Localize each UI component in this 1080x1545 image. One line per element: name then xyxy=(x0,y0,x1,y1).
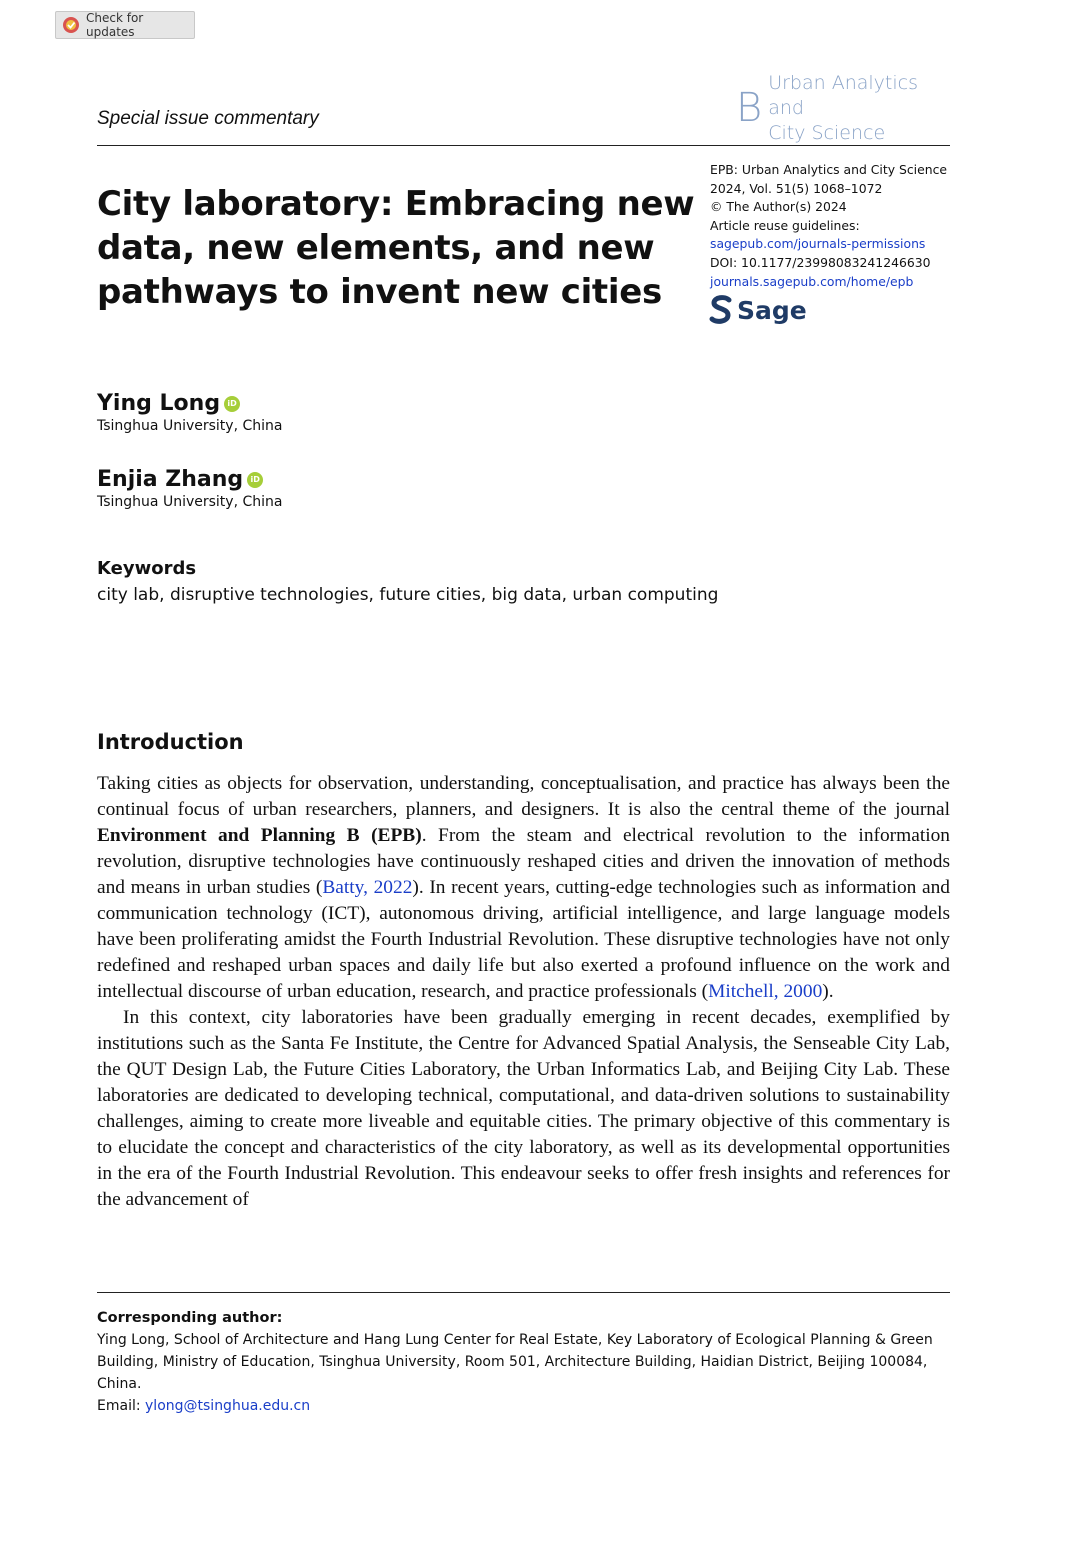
crossmark-icon xyxy=(62,16,80,34)
journal-link[interactable]: journals.sagepub.com/home/epb xyxy=(710,273,914,289)
doi: DOI: 10.1177/23998083241246630 xyxy=(710,254,931,270)
corresponding-heading: Corresponding author: xyxy=(97,1310,283,1326)
journal-name-bold: Environment and Planning B (EPB) xyxy=(97,825,422,846)
sage-s-icon xyxy=(709,295,733,325)
header-divider xyxy=(97,145,950,146)
orcid-icon[interactable]: iD xyxy=(247,472,263,488)
author-name: Ying Long xyxy=(97,391,221,416)
author-block xyxy=(97,391,282,434)
article-title: City laboratory: Embracing new data, new elements, and new pathways to invent new cities xyxy=(97,184,695,312)
corresponding-author-block xyxy=(97,1307,950,1417)
section-heading-introduction: Introduction xyxy=(97,730,244,754)
volume-info: 2024, Vol. 51(5) 1068–1072 xyxy=(710,180,883,196)
citation-link[interactable]: Batty, 2022 xyxy=(322,877,413,898)
issue-type: Special issue commentary xyxy=(97,108,319,129)
citation-link[interactable]: Mitchell, 2000 xyxy=(708,981,823,1002)
keywords-heading: Keywords xyxy=(97,558,197,579)
author-block xyxy=(97,467,282,510)
article-metadata xyxy=(710,161,960,291)
author-name: Enjia Zhang xyxy=(97,467,244,492)
journal-logo-line1: Urban Analytics and xyxy=(768,71,918,119)
author-affiliation: Tsinghua University, China xyxy=(97,418,283,434)
journal-name: EPB: Urban Analytics and City Science xyxy=(710,162,948,177)
copyright: © The Author(s) 2024 xyxy=(710,199,847,215)
journal-logo xyxy=(736,71,956,144)
introduction-body xyxy=(97,771,950,1213)
footnote-divider xyxy=(97,1292,950,1293)
author-affiliation: Tsinghua University, China xyxy=(97,494,283,510)
journal-logo-line2: City Science xyxy=(768,121,886,144)
publisher-name: Sage xyxy=(737,295,807,325)
sage-logo xyxy=(709,293,807,327)
journal-logo-letter: B xyxy=(736,85,763,131)
email-line: Email: ylong@tsinghua.edu.cn xyxy=(97,1398,311,1414)
paragraph: In this context, city laboratories have been gradually emerging in recent decades, exemplified by institutions such as the Santa Fe Institute, the Centre for Advanced Spatial Analysis, the Senseable City Lab, the QUT Design Lab, the Future Cities Laboratory, the Urban Informatics Lab, and Beijing City Lab. These laboratories are dedicated to developing technical, computational, and data-driven solutions to sustainability challenges, aiming to create more liveable and equitable cities. The primary objective of this commentary is to elucidate the concept and characteristics of the city laboratory, as well as its developmental opportunities in the era of the Fourth Industrial Revolution. This endeavour seeks to offer fresh insights and references for the advancement of xyxy=(97,1007,950,1210)
reuse-link[interactable]: sagepub.com/journals-permissions xyxy=(710,236,926,252)
orcid-icon[interactable]: iD xyxy=(224,396,240,412)
keywords-list: city lab, disruptive technologies, future cities, big data, urban computing xyxy=(97,585,719,605)
check-for-updates-button[interactable] xyxy=(55,11,195,39)
paragraph: Taking cities as objects for observation, understanding, conceptualisation, and practice has always been the continual focus of urban researchers, planners, and designers. It is also the central theme of the journal Environment and Planning B (EPB). From the steam and electrical revolution to the information revolution, disruptive technologies have continuously reshaped cities and driven the innovation of methods and means in urban studies (Batty, 2022). In recent years, cutting-edge technologies such as information and communication technology (ICT), autonomous driving, artificial intelligence, and large language models have been proliferating amidst the Fourth Industrial Revolution. These disruptive technologies have not only redefined and reshaped urban spaces and daily life but also exerted a profound influence on the work and intellectual discourse of urban education, research, and practice professionals (Mitchell, 2000). xyxy=(97,773,950,1002)
corresponding-address: Ying Long, School of Architecture and Hang Lung Center for Real Estate, Key Laboratory of Ecological Planning & Green Building, Ministry of Education, Tsinghua University, Room 501, Architecture Building, Haidian District, Beijing 100084, China. xyxy=(97,1332,933,1392)
check-for-updates-label: Check for updates xyxy=(86,11,144,39)
email-link[interactable]: ylong@tsinghua.edu.cn xyxy=(145,1398,311,1414)
reuse-label: Article reuse guidelines: xyxy=(710,217,860,233)
